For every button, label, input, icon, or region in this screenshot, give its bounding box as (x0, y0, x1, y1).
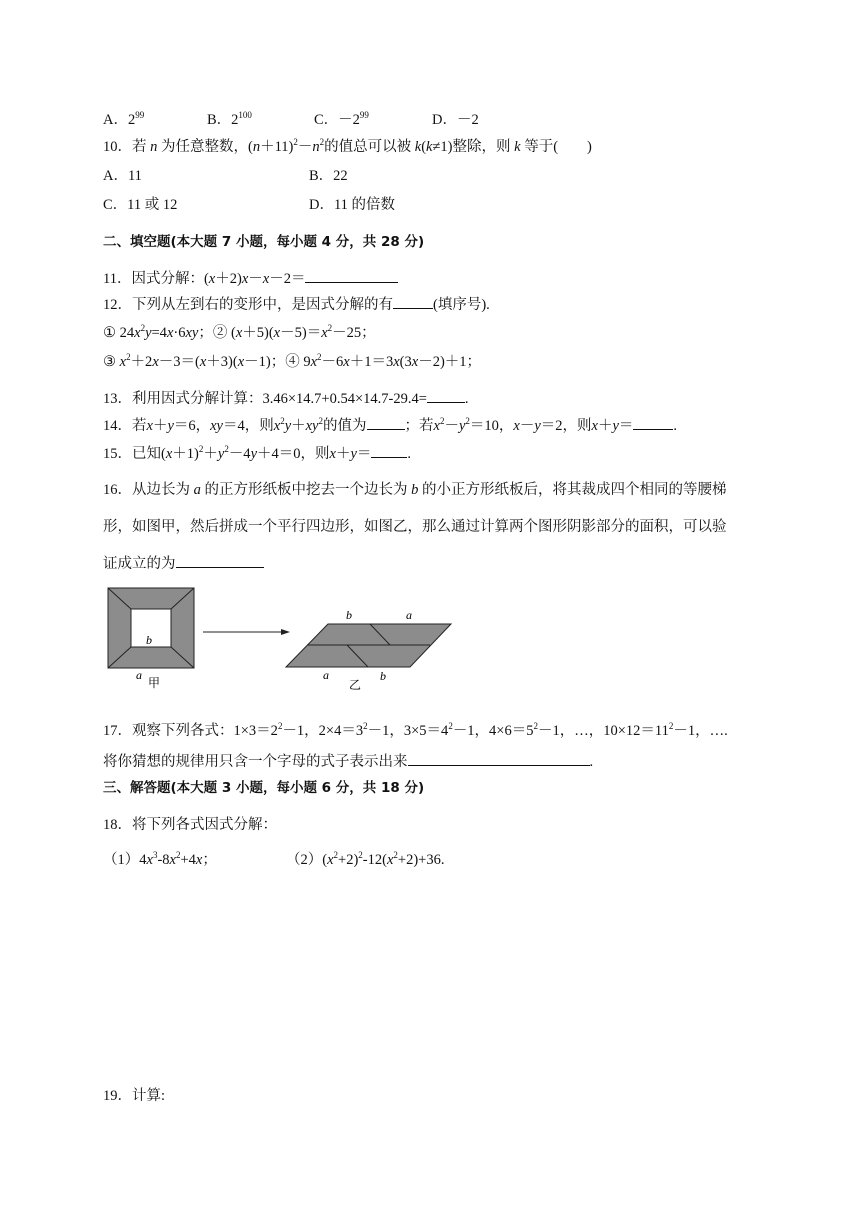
q12-items-1-2: ① $24x^2y=4x\cdot 6xy$；② $(x+5)(x-5)=x^2-25$； (103, 323, 376, 341)
q16-line-2: 形，如图甲，然后拼成一个平行四边形，如图乙，那么通过计算两个图形阴影部分的面积，可以验 (103, 519, 727, 535)
q14-answer-blank-1[interactable] (367, 415, 405, 430)
figure-yi-parallelogram (286, 624, 451, 667)
q15: 15．已知$(x+1)^2+y^2-4y+4=0$，则x＋y＝ . (103, 444, 411, 462)
q16-answer-blank[interactable] (176, 553, 264, 568)
q17-line-1: 17．观察下列各式：$1\times 3=2^2-1$，$2\times 4=3^2-1$，$3\times 5=4^2-1$，$4\times 6=5^2-1$，…，$10\times 12=11^2-1$，…. (103, 721, 728, 739)
q10-option-b: B．22 (309, 168, 348, 184)
figure-yi-label-a-top: a (406, 608, 412, 622)
q16-line-3: 证成立的为 (103, 553, 264, 574)
q15-answer-blank[interactable] (371, 443, 407, 458)
q13: 13．利用因式分解计算：3.46×14.7+0.54×14.7-29.4= . (103, 388, 469, 409)
figure-jia-label-a: a (136, 668, 142, 682)
figure-yi-label-b-top: b (346, 608, 352, 622)
q16-figure (100, 585, 460, 695)
q17-answer-blank[interactable] (408, 751, 590, 766)
q14-answer-blank-2[interactable] (633, 415, 673, 430)
q11-answer-blank[interactable] (305, 268, 398, 283)
q16-line-1: 16．从边长为 a 的正方形纸板中挖去一个边长为 b 的小正方形纸板后，将其裁成四个相同的等腰梯 (103, 482, 727, 498)
q18-part-1: $(1)4x^3-8x^2+4x$； (103, 850, 217, 868)
q17-line-2: 将你猜想的规律用只含一个字母的式子表示出来 . (103, 751, 593, 772)
q9-option-a: A．$2^{99}$ (103, 110, 145, 128)
arrow-icon (203, 629, 290, 635)
q11: 11．因式分解：(x＋2)x－x－2＝ (103, 268, 398, 289)
q9-option-d: D．－2 (432, 112, 479, 128)
figure-jia-label-b: b (146, 633, 152, 647)
q18-part-2: $(2)(x^2+2)^2-12(x^2+2)+36$. (286, 850, 445, 868)
q14: 14．若x＋y＝6，xy＝4，则$x^2y+xy^2$的值为 ；若$x^2-y^2=10$，x－y＝2，则x＋y＝ . (103, 416, 677, 434)
figure-yi-label-b-bottom: b (380, 669, 386, 683)
q10-option-d: D．11 的倍数 (309, 197, 396, 213)
figure-jia-square (108, 588, 194, 668)
q10-stem: 10．若 n 为任意整数，$(n+11)^2-n^2$的值总可以被 k(k≠1)整除，则 k 等于( ) (103, 137, 592, 155)
figure-yi-label-a-bottom: a (323, 668, 329, 682)
q19-stem: 19．计算: (103, 1088, 166, 1104)
figure-jia-caption: 甲 (148, 676, 161, 690)
q12-items-3-4: ③ $x^2+2x-3=(x+3)(x-1)$；④ $9x^2-6x+1=3x(3x-2)+1$； (103, 352, 482, 370)
q9-option-c: C．$-2^{99}$ (314, 110, 369, 128)
q9-option-b: B．$2^{100}$ (207, 110, 252, 128)
section-3-heading: 三、解答题(本大题 3 小题，每小题 6 分，共 18 分) (103, 780, 425, 796)
q10-option-c: C．11 或 12 (103, 197, 178, 213)
q13-answer-blank[interactable] (427, 388, 465, 403)
q12-stem: 12．下列从左到右的变形中，是因式分解的有 (填序号). (103, 294, 490, 315)
q10-option-a: A．11 (103, 168, 142, 184)
q12-answer-blank[interactable] (393, 294, 433, 309)
q18-stem: 18．将下列各式因式分解： (103, 817, 277, 833)
section-2-heading: 二、填空题(本大题 7 小题，每小题 4 分，共 28 分) (103, 234, 425, 250)
figure-yi-caption: 乙 (349, 678, 362, 692)
